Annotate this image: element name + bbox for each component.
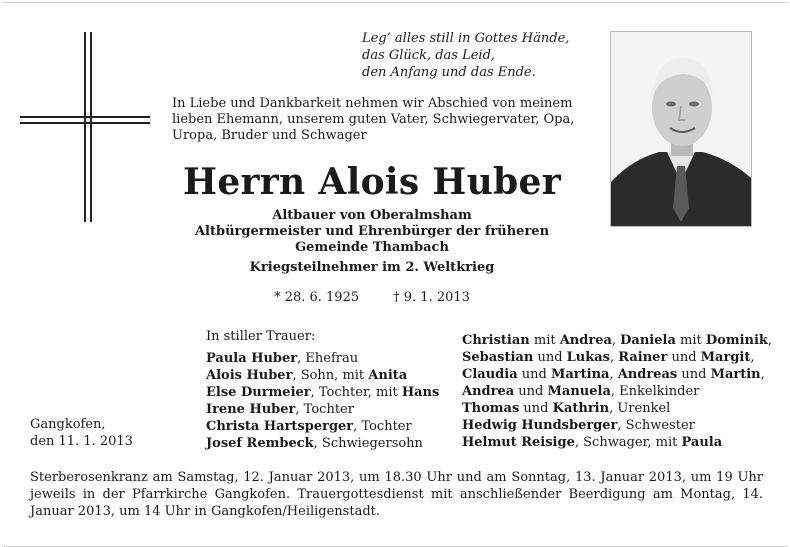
mourner-entry	[206, 350, 439, 367]
portrait-photo	[610, 31, 752, 227]
mourner-entry	[462, 366, 772, 383]
mourner-name: Manuela	[547, 384, 611, 399]
intro-line: Uropa, Bruder und Schwager	[172, 128, 367, 143]
place-and-date	[30, 416, 133, 450]
mourner-entry	[206, 367, 439, 384]
service-info: Sterberosenkranz am Samstag, 12. Januar 2013, um 18.30 Uhr und am Sonntag, 13. Januar 2013, um 19 Uhr jeweils in der Pfarrkirche Gangkofen. Trauergottesdienst mit anschließender Beerdigung am Montag, 14. Januar 2013, um 14 Uhr in Gangkofen/Heiligenstadt.	[30, 470, 763, 519]
mourner-entry	[462, 417, 772, 434]
mourner-entry	[462, 434, 772, 451]
intro-line: In Liebe und Dankbarkeit nehmen wir Abschied von meinem	[172, 96, 573, 111]
mourner-name: Margit	[700, 350, 751, 365]
mourner-name: Andreas	[617, 367, 678, 382]
mourner-name: Paula Huber	[206, 351, 298, 366]
mourner-name: Christa Hartsperger	[206, 419, 354, 434]
place-date: den 11. 1. 2013	[30, 434, 133, 449]
mourner-entry	[206, 384, 439, 401]
mourner-entry	[462, 332, 772, 349]
mourner-relation: ,	[750, 350, 755, 365]
title-line: Kriegsteilnehmer im 2. Weltkrieg	[249, 260, 495, 275]
mourner-relation: , Enkelkinder	[610, 384, 700, 399]
mourner-entry	[206, 401, 439, 418]
poem	[362, 30, 592, 81]
mourner-relation: ,	[760, 367, 765, 382]
mourner-name: Helmut Reisige	[462, 435, 575, 450]
mourner-relation: und	[677, 367, 711, 382]
mourner-relation: und	[533, 350, 567, 365]
cross-icon	[20, 32, 150, 222]
mourner-name: Sebastian	[462, 350, 534, 365]
mourner-relation: , Ehefrau	[297, 351, 359, 366]
mourner-relation: , Urenkel	[609, 401, 671, 416]
mourner-name: Thomas	[462, 401, 520, 416]
mourner-name: Martina	[550, 367, 610, 382]
mourner-entry	[206, 435, 439, 452]
mourner-relation: , Schwester	[617, 418, 695, 433]
mourner-relation: und	[667, 350, 701, 365]
mourner-relation: mit	[529, 333, 560, 348]
mourner-relation: , Schwager, mit	[574, 435, 682, 450]
mourner-entry	[206, 418, 439, 435]
mourner-entry	[462, 400, 772, 417]
mourner-name: Hedwig Hundsberger	[462, 418, 618, 433]
mourners-right-list	[462, 332, 772, 451]
mourner-name: Alois Huber	[206, 368, 293, 383]
mourner-relation: , Schwiegersohn	[313, 436, 423, 451]
mourning-label: In stiller Trauer:	[206, 329, 316, 344]
poem-line: das Glück, das Leid,	[362, 48, 496, 63]
mourner-partner: Anita	[368, 368, 408, 383]
birth-date: * 28. 6. 1925	[274, 290, 360, 305]
poem-line: den Anfang und das Ende.	[362, 65, 536, 80]
mourner-relation: , Tochter	[353, 419, 412, 434]
mourner-name: Irene Huber	[206, 402, 296, 417]
mourner-relation: , Tochter, mit	[310, 385, 402, 400]
mourner-name: Rainer	[618, 350, 668, 365]
deceased-name: Herrn Alois Huber	[183, 161, 561, 203]
mourner-name: Dominik	[705, 333, 768, 348]
mourner-name: Andrea	[462, 384, 515, 399]
mourner-partner: Hans	[401, 385, 440, 400]
mourner-name: Andrea	[559, 333, 612, 348]
mourner-relation: ,	[610, 350, 619, 365]
mourner-name: Lukas	[566, 350, 610, 365]
mourner-name: Daniela	[620, 333, 676, 348]
mourner-relation: mit	[675, 333, 706, 348]
mourner-name: Else Durmeier	[206, 385, 311, 400]
death-date: † 9. 1. 2013	[393, 290, 470, 305]
mourner-relation: und	[514, 384, 548, 399]
title-line: Altbürgermeister und Ehrenbürger der früheren	[194, 224, 550, 239]
title-line: Gemeinde Thambach	[295, 240, 449, 255]
mourner-relation: und	[517, 367, 551, 382]
deceased-titles	[150, 208, 594, 276]
mourner-relation: ,	[611, 333, 621, 348]
mourner-name: Kathrin	[552, 401, 610, 416]
mourner-entry	[462, 349, 772, 366]
mourner-relation: und	[519, 401, 553, 416]
mourner-name: Martin	[710, 367, 761, 382]
title-line: Altbauer von Oberalmsham	[272, 208, 472, 223]
intro-line: lieben Ehemann, unserem guten Vater, Schwiegervater, Opa,	[172, 112, 575, 127]
mourner-relation: , Sohn, mit	[292, 368, 369, 383]
mourner-name: Paula	[681, 435, 723, 450]
mourner-entry	[462, 383, 772, 400]
life-dates	[150, 290, 594, 306]
mourner-relation: , Tochter	[295, 402, 354, 417]
mourners-left-list	[206, 350, 439, 452]
poem-line: Leg’ alles still in Gottes Hände,	[362, 31, 570, 46]
place-city: Gangkofen,	[30, 417, 106, 432]
mourner-relation: ,	[609, 367, 618, 382]
mourner-name: Christian	[462, 333, 530, 348]
mourner-name: Claudia	[462, 367, 518, 382]
mourner-relation: ,	[767, 333, 773, 348]
intro-text	[172, 96, 592, 144]
mourner-name: Josef Rembeck	[206, 436, 314, 451]
